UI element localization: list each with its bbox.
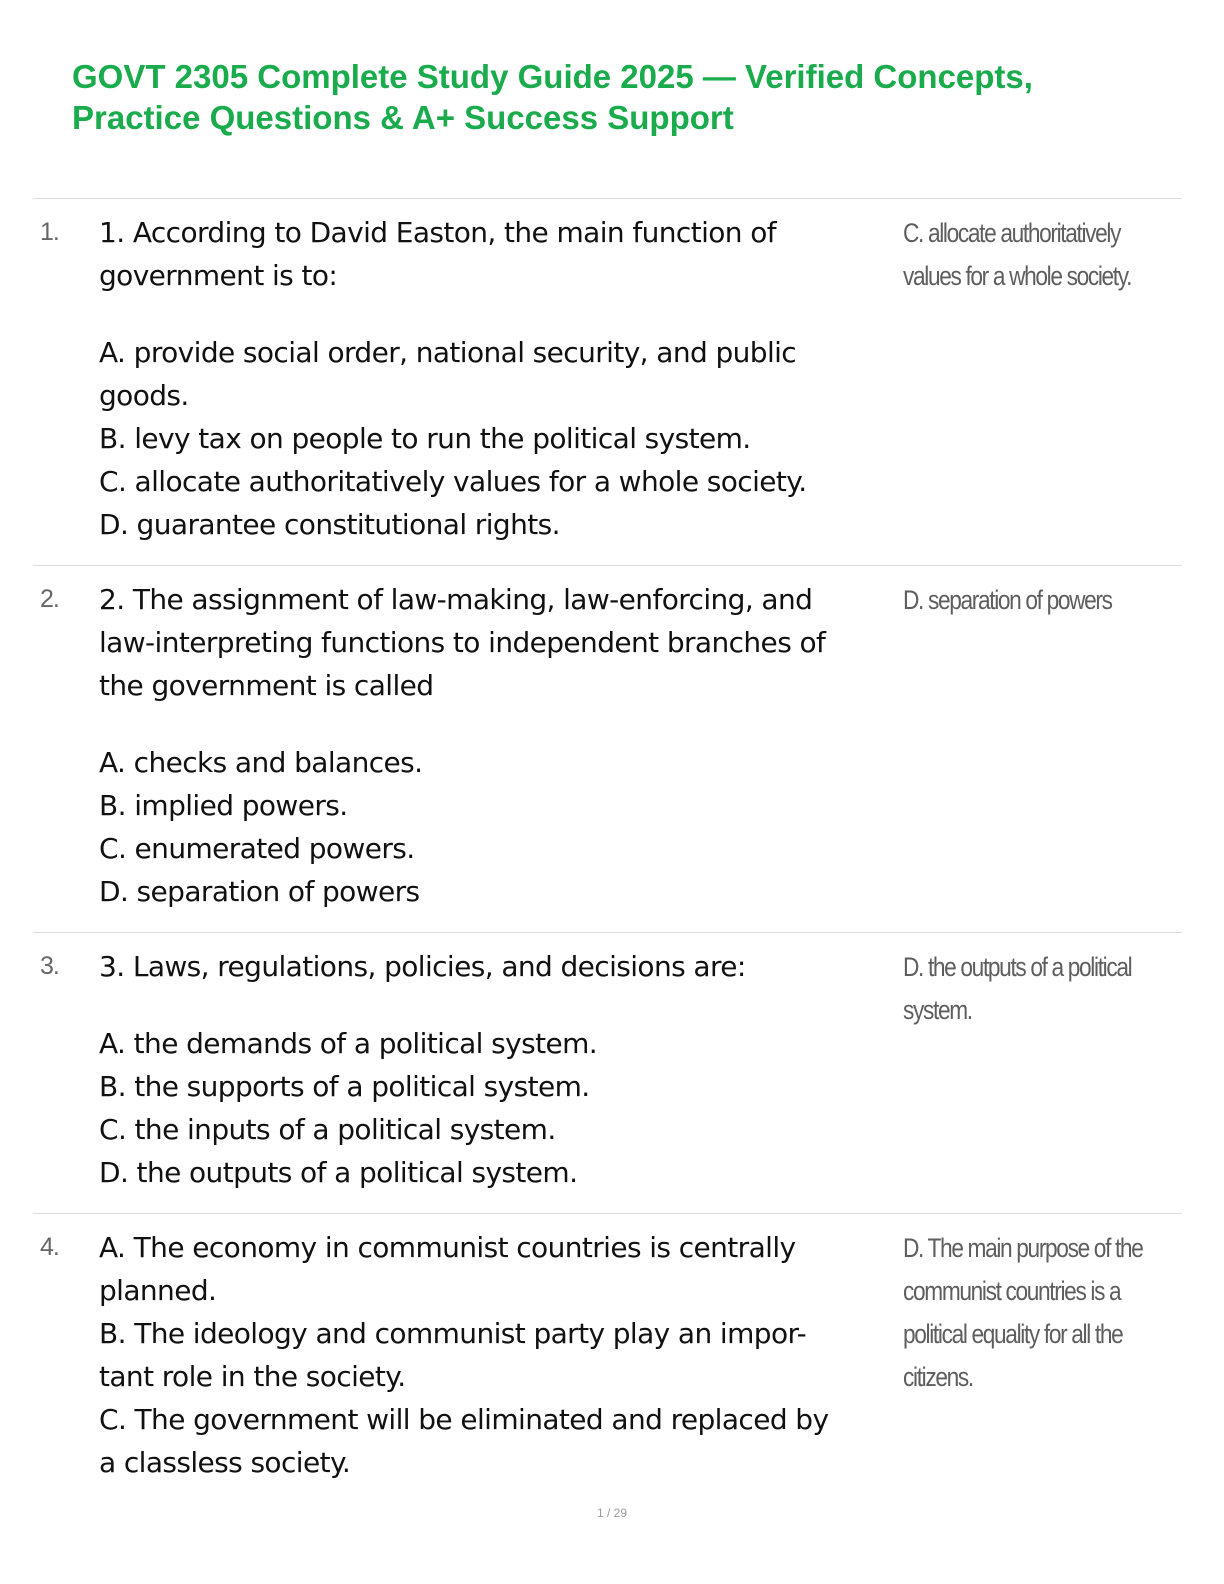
question-block (99, 211, 899, 546)
option-line: C. enumerated powers. (99, 832, 415, 865)
option-line: goods. (99, 379, 189, 412)
question-block (99, 1226, 899, 1484)
question-line: 1. According to David Easton, the main function of (99, 216, 777, 249)
answer-block (903, 579, 1130, 622)
title-line: GOVT 2305 Complete Study Guide 2025 — Verified Concepts, (72, 58, 1033, 95)
document-title (72, 56, 1152, 138)
option-line: D. the outputs of a political system. (99, 1156, 578, 1189)
title-line: Practice Questions & A+ Success Support (72, 99, 734, 136)
option-line: C. the inputs of a political system. (99, 1113, 556, 1146)
question-line: C. The government will be eliminated and replaced by (99, 1403, 829, 1436)
divider (33, 932, 1182, 933)
answer-line: political equality for all the (903, 1319, 1123, 1349)
option-line: A. the demands of a political system. (99, 1027, 598, 1060)
divider (33, 1213, 1182, 1214)
item-number: 4. (40, 1233, 59, 1261)
answer-block (903, 946, 1130, 1032)
divider (33, 565, 1182, 566)
option-line: B. levy tax on people to run the political system. (99, 422, 751, 455)
item-number: 1. (40, 218, 59, 246)
answer-line: citizens. (903, 1362, 973, 1392)
question-block (99, 578, 899, 913)
answer-line: D. The main purpose of the (903, 1233, 1143, 1263)
option-line: D. separation of powers (99, 875, 420, 908)
answer-block (903, 1227, 1143, 1399)
page-indicator: 1 / 29 (596, 1506, 628, 1520)
question-line: A. The economy in communist countries is centrally (99, 1231, 796, 1264)
question-line: B. The ideology and communist party play an impor- (99, 1317, 807, 1350)
answer-line: D. separation of powers (903, 585, 1112, 615)
option-line: C. allocate authoritatively values for a whole society. (99, 465, 807, 498)
question-line: 3. Laws, regulations, policies, and decisions are: (99, 950, 746, 983)
answer-line: C. allocate authoritatively (903, 218, 1121, 248)
question-block (99, 945, 899, 1194)
answer-block (903, 212, 1130, 298)
answer-line: values for a whole society. (903, 261, 1132, 291)
answer-line: communist countries is a (903, 1276, 1121, 1306)
option-line: D. guarantee constitutional rights. (99, 508, 560, 541)
question-line: the government is called (99, 669, 434, 702)
question-line: government is to: (99, 259, 338, 292)
question-line: planned. (99, 1274, 217, 1307)
option-line: A. provide social order, national security, and public (99, 336, 797, 369)
option-line: A. checks and balances. (99, 746, 423, 779)
item-number: 2. (40, 585, 59, 613)
question-line: a classless society. (99, 1446, 351, 1479)
question-line: tant role in the society. (99, 1360, 406, 1393)
option-line: B. implied powers. (99, 789, 348, 822)
answer-line: system. (903, 995, 972, 1025)
divider (33, 198, 1182, 199)
question-line: 2. The assignment of law-making, law-enforcing, and (99, 583, 813, 616)
question-line: law-interpreting functions to independent branches of (99, 626, 826, 659)
item-number: 3. (40, 952, 59, 980)
option-line: B. the supports of a political system. (99, 1070, 590, 1103)
answer-line: D. the outputs of a political (903, 952, 1132, 982)
